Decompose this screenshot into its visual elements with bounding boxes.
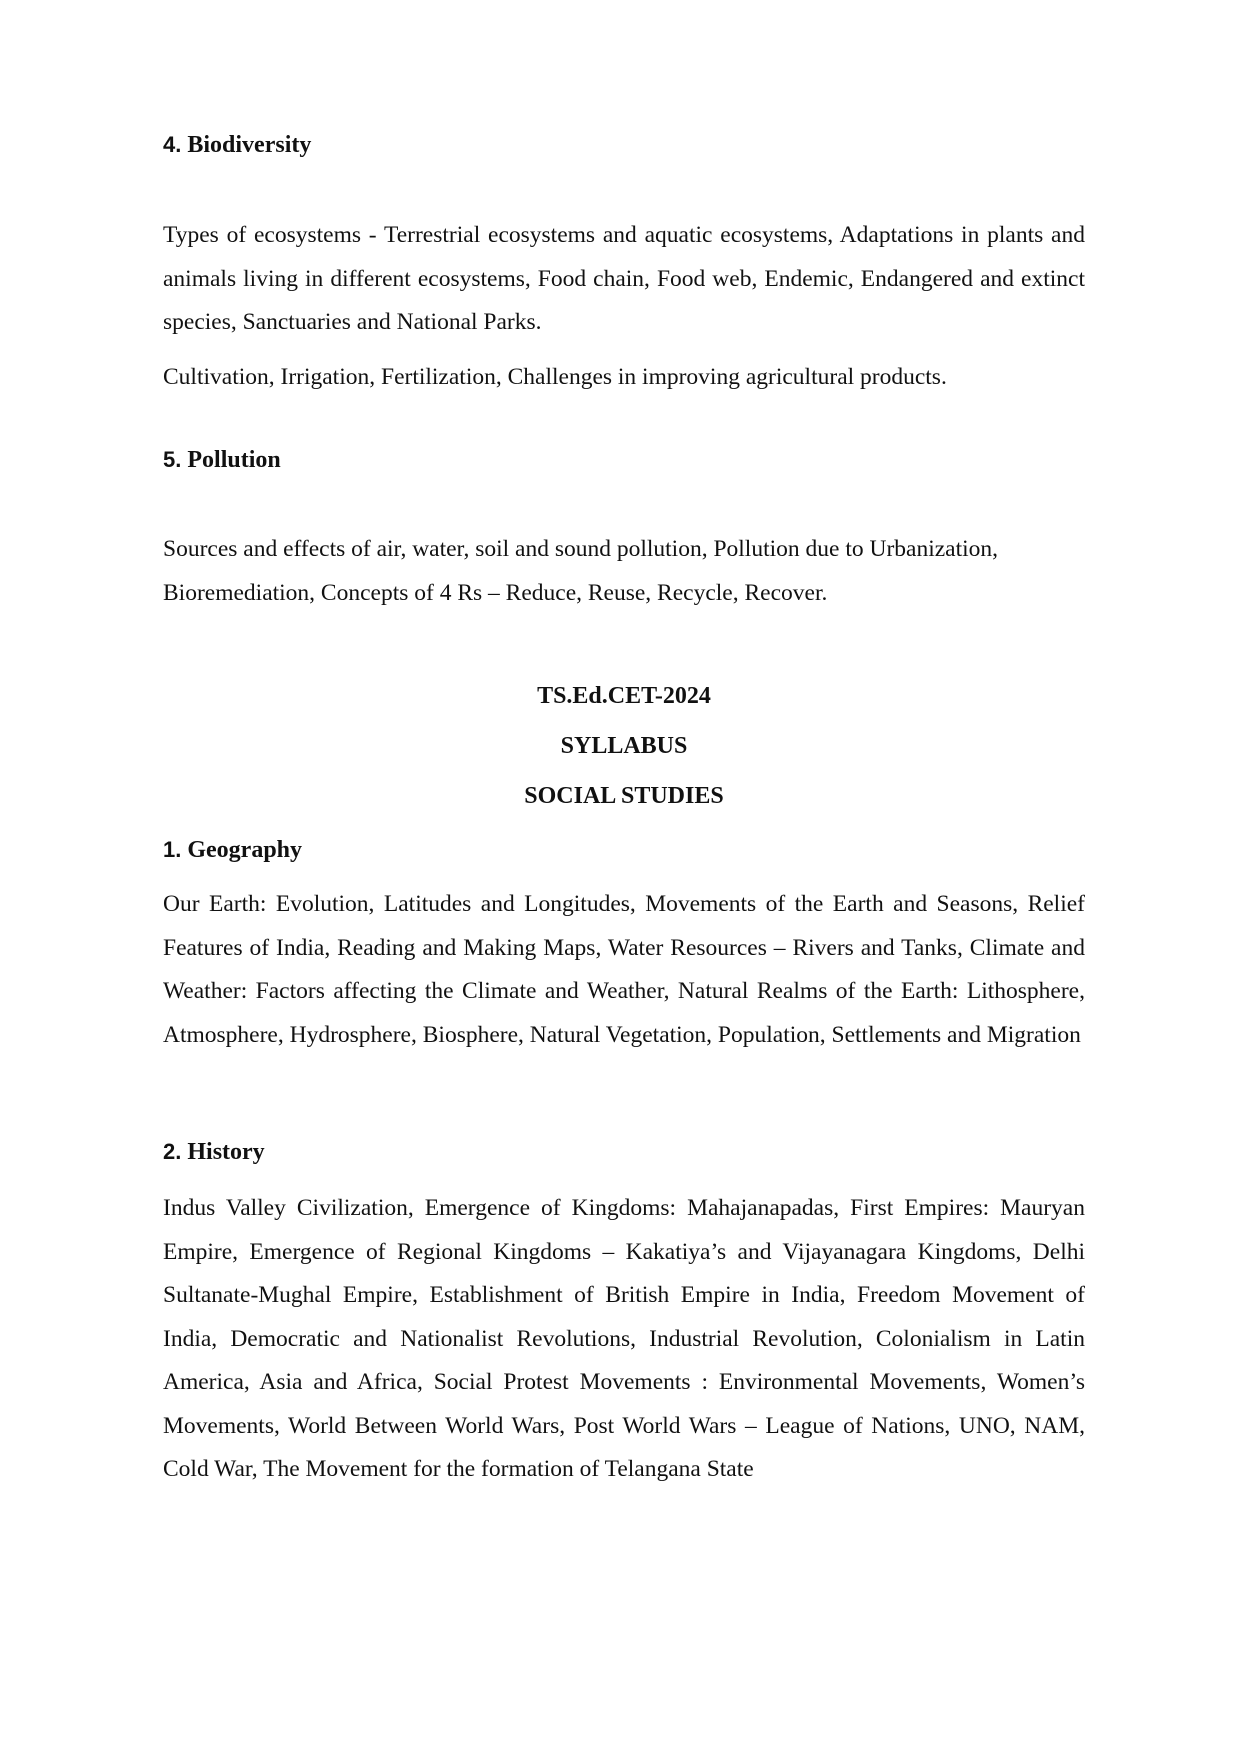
syllabus-title: SYLLABUS [560, 733, 688, 759]
agriculture-paragraph: Cultivation, Irrigation, Fertilization, Challenges in improving agricultural products. [163, 364, 947, 390]
section-title: Pollution [187, 447, 281, 473]
pollution-paragraph: Sources and effects of air, water, soil and sound pollution, Pollution due to Urbanization, Bioremediation, Concepts of 4 Rs – Reduce, Reuse, Recycle, Recover. [163, 536, 999, 606]
exam-title: TS.Ed.CET-2024 [537, 683, 711, 709]
section-title: Biodiversity [187, 132, 312, 158]
section-number: 5. [163, 447, 182, 472]
biodiversity-paragraph: Types of ecosystems - Terrestrial ecosystems and aquatic ecosystems, Adaptations in plants and animals living in different ecosystems, Food chain, Food web, Endemic, Endangered and extinct species, Sanctuaries and National Parks. [163, 222, 1085, 335]
section-number: 4. [163, 132, 182, 157]
section-title: History [187, 1139, 265, 1165]
section-heading-biodiversity [163, 130, 311, 160]
section-title: Geography [187, 837, 303, 863]
section-heading-pollution [163, 445, 281, 475]
section-number: 1. [163, 837, 182, 862]
geography-paragraph: Our Earth: Evolution, Latitudes and Longitudes, Movements of the Earth and Seasons, Relief Features of India, Reading and Making Maps, Water Resources – Rivers and Tanks, Climate and Weather: Factors affecting the Climate and Weather, Natural Realms of the Earth: Lithosphere, Atmosphere, Hydrosphere, Biosphere, Natural Vegetation, Population, Settlements and Migration [163, 891, 1085, 1048]
section-heading-geography [163, 835, 302, 865]
subject-title: SOCIAL STUDIES [524, 783, 724, 809]
section-number: 2. [163, 1139, 182, 1164]
history-paragraph: Indus Valley Civilization, Emergence of Kingdoms: Mahajanapadas, First Empires: Mauryan Empire, Emergence of Regional Kingdoms – Kakatiya’s and Vijayanagara Kingdoms, Delhi Sultanate-Mughal Empire, Establishment of British Empire in India, Freedom Movement of India, Democratic and Nationalist Revolutions, Industrial Revolution, Colonialism in Latin America, Asia and Africa, Social Protest Movements : Environmental Movements, Women’s Movements, World Between World Wars, Post World Wars – League of Nations, UNO, NAM, Cold War, The Movement for the formation of Telangana State [163, 1195, 1085, 1482]
section-heading-history [163, 1137, 265, 1167]
